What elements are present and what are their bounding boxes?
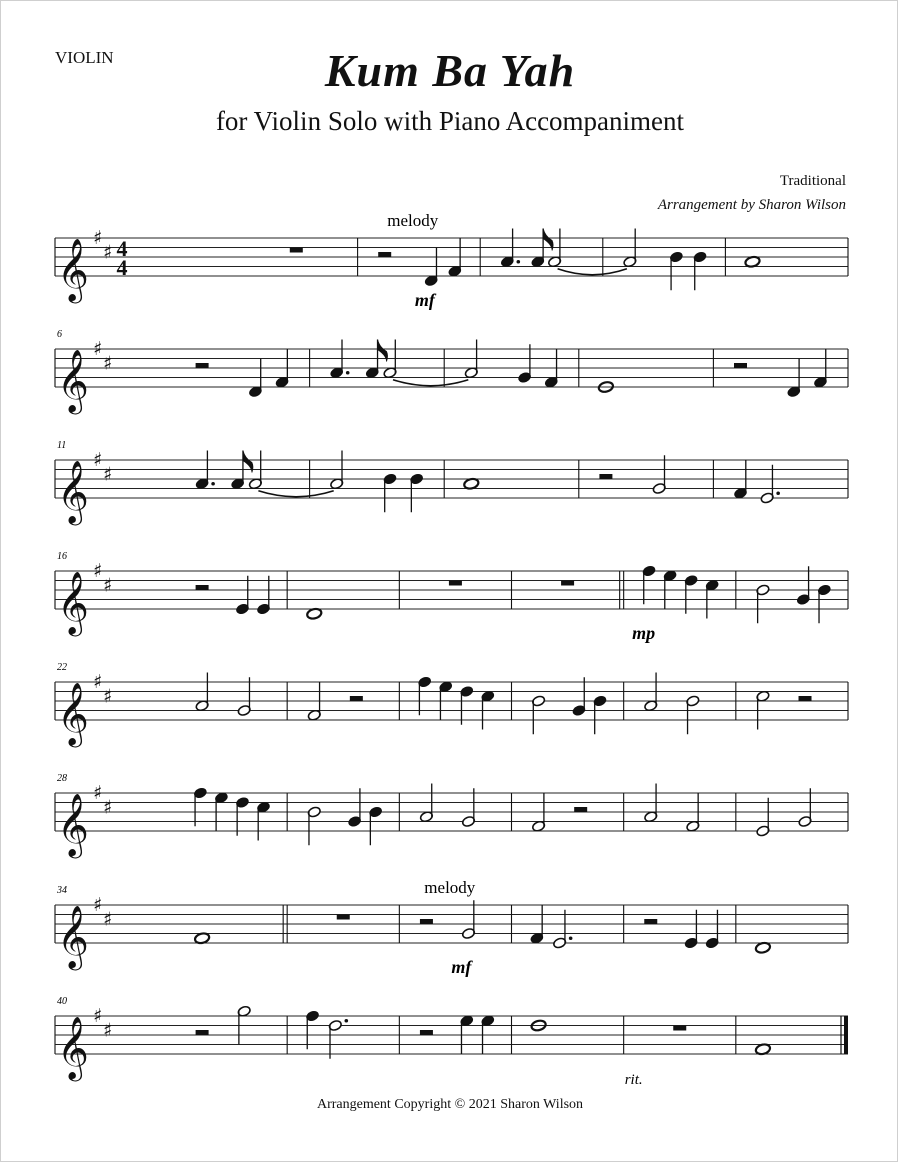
measure-number: 22 bbox=[57, 662, 67, 673]
note bbox=[307, 806, 321, 845]
measure bbox=[305, 1010, 399, 1059]
tie bbox=[258, 491, 333, 497]
measure-number: 16 bbox=[57, 551, 67, 562]
sharp-icon: ♯ bbox=[103, 574, 113, 597]
treble-clef-icon: 𝄞 bbox=[57, 1016, 89, 1079]
note bbox=[531, 695, 545, 734]
note bbox=[705, 579, 719, 618]
treble-clef-icon: 𝄞 bbox=[57, 238, 89, 301]
note bbox=[193, 787, 207, 826]
measure-number: 11 bbox=[57, 440, 67, 451]
note bbox=[256, 576, 270, 615]
measure bbox=[756, 682, 848, 730]
note bbox=[383, 473, 397, 512]
note bbox=[347, 788, 361, 827]
note bbox=[195, 451, 215, 490]
measure bbox=[420, 878, 512, 977]
note bbox=[517, 344, 531, 383]
sharp-icon: ♯ bbox=[93, 338, 103, 360]
note bbox=[693, 251, 707, 290]
treble-clef-icon: 𝄞 bbox=[57, 682, 89, 745]
note bbox=[439, 681, 453, 720]
dynamic-marking: mf bbox=[451, 957, 472, 977]
note bbox=[593, 695, 607, 734]
page-subtitle: for Violin Solo with Piano Accompaniment bbox=[215, 106, 685, 136]
measure bbox=[195, 673, 287, 721]
staff-system bbox=[55, 440, 848, 526]
time-signature-top: 4 bbox=[116, 236, 128, 261]
note bbox=[481, 1015, 495, 1054]
note bbox=[410, 473, 424, 512]
whole-rest bbox=[561, 581, 574, 586]
note bbox=[756, 690, 770, 729]
note bbox=[235, 576, 249, 615]
whole-rest bbox=[337, 915, 350, 920]
note bbox=[644, 673, 658, 712]
note bbox=[686, 793, 700, 832]
note bbox=[460, 1015, 474, 1054]
note bbox=[642, 565, 656, 604]
measure bbox=[330, 340, 445, 388]
treble-clef-icon: 𝄞 bbox=[57, 793, 89, 856]
note bbox=[684, 910, 698, 949]
staff-system bbox=[55, 773, 848, 859]
sharp-icon: ♯ bbox=[103, 352, 113, 375]
half-rest bbox=[799, 696, 812, 701]
measure bbox=[418, 676, 512, 730]
note bbox=[733, 460, 747, 499]
note bbox=[530, 905, 544, 944]
note bbox=[460, 685, 474, 724]
tie bbox=[393, 380, 468, 386]
note bbox=[419, 784, 433, 823]
staff-system bbox=[55, 662, 848, 748]
note bbox=[817, 584, 831, 623]
note bbox=[547, 229, 561, 268]
note bbox=[686, 695, 700, 734]
note bbox=[448, 238, 462, 277]
note bbox=[798, 788, 812, 827]
note bbox=[424, 248, 438, 287]
sharp-icon: ♯ bbox=[103, 1019, 113, 1042]
note bbox=[623, 229, 637, 268]
note bbox=[248, 451, 262, 490]
note bbox=[256, 801, 270, 840]
note bbox=[531, 793, 545, 832]
sharp-icon: ♯ bbox=[93, 1005, 103, 1027]
measure-number: 28 bbox=[57, 773, 67, 784]
measure bbox=[755, 1016, 848, 1056]
note bbox=[328, 1019, 348, 1059]
whole-rest bbox=[290, 248, 303, 253]
measure bbox=[307, 682, 399, 721]
treble-clef-icon: 𝄞 bbox=[57, 905, 89, 968]
measure bbox=[196, 1005, 288, 1054]
expression-text: melody bbox=[387, 211, 439, 230]
measure bbox=[531, 793, 623, 832]
staff-system bbox=[55, 211, 848, 310]
note bbox=[684, 574, 698, 613]
measure bbox=[307, 788, 399, 845]
sharp-icon: ♯ bbox=[93, 227, 103, 249]
sharp-icon: ♯ bbox=[103, 908, 113, 931]
page-title: Kum Ba Yah bbox=[324, 45, 576, 96]
half-rest bbox=[420, 919, 433, 924]
dynamic-marking: mf bbox=[414, 290, 435, 310]
sharp-icon: ♯ bbox=[93, 671, 103, 693]
note bbox=[383, 340, 397, 379]
whole-rest bbox=[449, 581, 462, 586]
measure bbox=[756, 566, 848, 623]
half-rest bbox=[378, 252, 391, 257]
measure-number: 34 bbox=[57, 885, 67, 896]
note bbox=[544, 349, 558, 388]
measure bbox=[378, 211, 480, 310]
measure bbox=[755, 905, 848, 954]
dynamic-marking: mp bbox=[632, 623, 656, 643]
measure bbox=[195, 451, 310, 499]
note bbox=[275, 349, 289, 388]
treble-clef-icon: 𝄞 bbox=[57, 571, 89, 634]
note bbox=[461, 788, 475, 827]
expression-text: melody bbox=[424, 878, 476, 897]
composer-credit: Traditional bbox=[779, 173, 846, 189]
treble-clef-icon: 𝄞 bbox=[57, 460, 89, 523]
staff-system bbox=[55, 329, 848, 415]
measure bbox=[644, 784, 736, 833]
note bbox=[195, 673, 209, 712]
half-rest bbox=[196, 1030, 209, 1035]
half-rest bbox=[196, 363, 209, 368]
measure bbox=[756, 788, 848, 837]
sharp-icon: ♯ bbox=[103, 241, 113, 264]
sharp-icon: ♯ bbox=[103, 796, 113, 819]
sharp-icon: ♯ bbox=[93, 449, 103, 471]
measure bbox=[419, 784, 511, 832]
note bbox=[237, 677, 251, 716]
measure bbox=[599, 455, 713, 498]
staff-system bbox=[55, 551, 848, 643]
note bbox=[644, 784, 658, 823]
final-barline bbox=[844, 1016, 848, 1054]
measure bbox=[500, 229, 603, 277]
note bbox=[652, 455, 666, 494]
note bbox=[705, 910, 719, 949]
note bbox=[572, 677, 586, 716]
measure bbox=[194, 905, 287, 945]
measure bbox=[625, 1016, 736, 1088]
sharp-icon: ♯ bbox=[93, 782, 103, 804]
staff-system bbox=[55, 878, 848, 977]
half-rest bbox=[350, 696, 363, 701]
sharp-icon: ♯ bbox=[103, 685, 113, 708]
treble-clef-icon: 𝄞 bbox=[57, 349, 89, 412]
measure bbox=[531, 677, 623, 734]
note bbox=[756, 584, 770, 623]
note bbox=[756, 798, 770, 837]
time-signature-bottom: 4 bbox=[116, 255, 128, 280]
note bbox=[461, 900, 475, 939]
sharp-icon: ♯ bbox=[103, 463, 113, 486]
note bbox=[369, 806, 383, 845]
half-rest bbox=[644, 919, 657, 924]
tie bbox=[558, 269, 627, 275]
part-label: VIOLIN bbox=[55, 48, 114, 67]
tempo-marking: rit. bbox=[624, 1072, 643, 1088]
note bbox=[663, 570, 677, 609]
note bbox=[500, 229, 520, 268]
note bbox=[813, 349, 827, 388]
copyright-footer: Arrangement Copyright © 2021 Sharon Wilson bbox=[316, 1097, 584, 1112]
measure bbox=[420, 1015, 512, 1054]
measure bbox=[193, 787, 287, 841]
whole-rest bbox=[673, 1026, 686, 1031]
sharp-icon: ♯ bbox=[93, 894, 103, 916]
measure bbox=[393, 340, 579, 389]
note bbox=[248, 359, 262, 398]
note bbox=[307, 682, 321, 721]
half-rest bbox=[420, 1030, 433, 1035]
note bbox=[481, 690, 495, 729]
note bbox=[418, 676, 432, 715]
half-rest bbox=[196, 585, 209, 590]
measure bbox=[734, 349, 848, 398]
note bbox=[305, 1010, 319, 1049]
measure-number: 40 bbox=[57, 996, 67, 1007]
note bbox=[464, 340, 478, 379]
sharp-icon: ♯ bbox=[93, 560, 103, 582]
measure-number: 6 bbox=[57, 329, 62, 340]
half-rest bbox=[734, 363, 747, 368]
staff-system bbox=[55, 996, 848, 1088]
measure bbox=[632, 565, 736, 643]
note bbox=[214, 792, 228, 831]
note bbox=[787, 359, 801, 398]
measure bbox=[196, 349, 310, 398]
note bbox=[330, 451, 344, 490]
note bbox=[330, 340, 350, 379]
arranger-credit: Arrangement by Sharon Wilson bbox=[657, 197, 846, 213]
half-rest bbox=[599, 474, 612, 479]
note bbox=[669, 251, 683, 290]
note bbox=[796, 566, 810, 605]
note bbox=[237, 1005, 251, 1044]
half-rest bbox=[574, 807, 587, 812]
measure bbox=[306, 571, 399, 620]
note bbox=[235, 796, 249, 835]
